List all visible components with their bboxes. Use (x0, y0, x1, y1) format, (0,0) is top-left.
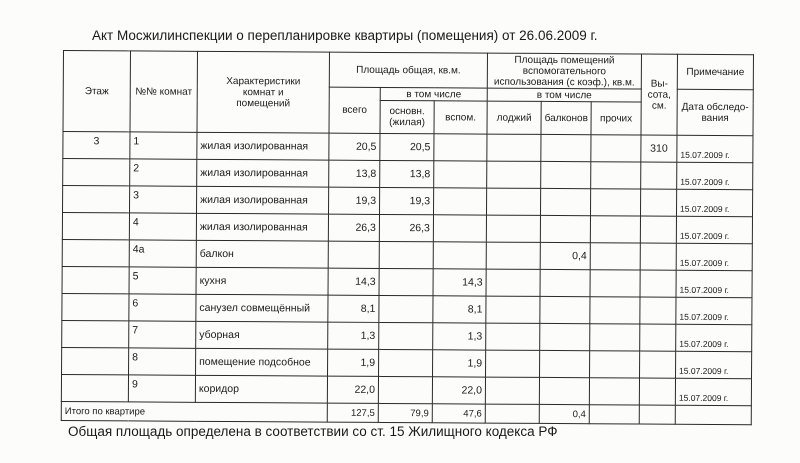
cell-date: 15.07.2009 г. (676, 351, 752, 378)
cell-balcony (539, 377, 589, 404)
table-row (62, 266, 752, 297)
cell-floor (61, 374, 128, 401)
cell-description: уборная (196, 321, 328, 349)
cell-main (379, 322, 433, 349)
cell-main: 19,3 (380, 187, 434, 214)
cell-loggia (487, 161, 541, 188)
cell-total (328, 241, 379, 268)
cell-height: 310 (641, 135, 677, 162)
cell-balcony (541, 161, 591, 188)
cell-room-number: 2 (130, 159, 197, 186)
totals-label: Итого по квартире (61, 401, 327, 422)
table-header (63, 51, 753, 136)
totals-total: 127,5 (327, 403, 378, 422)
header-aux-area: Площадь помещений вспомогательного использования (с коэф.), кв.м. (487, 53, 641, 89)
cell-date: 15.07.2009 г. (677, 162, 753, 189)
cell-main (379, 268, 433, 295)
cell-date: 15.07.2009 г. (676, 243, 752, 270)
cell-total: 19,3 (329, 187, 380, 214)
cell-other (590, 270, 640, 297)
cell-loggia (487, 188, 541, 215)
header-other: прочих (591, 102, 641, 135)
cell-other (591, 162, 641, 189)
cell-total: 1,9 (328, 349, 379, 376)
area-table (61, 50, 754, 425)
cell-balcony (541, 188, 591, 215)
cell-total: 8,1 (328, 295, 379, 322)
cell-total: 20,5 (329, 133, 380, 160)
cell-total: 14,3 (328, 268, 379, 295)
table-row (62, 239, 752, 270)
cell-floor (62, 293, 129, 320)
cell-date: 15.07.2009 г. (676, 324, 752, 351)
cell-aux: 8,1 (433, 296, 486, 323)
header-loggias: лоджий (487, 101, 541, 134)
header-inspection-date: Дата обследо-вания (677, 89, 753, 135)
cell-room-number: 1 (130, 132, 197, 159)
cell-total: 1,3 (328, 322, 379, 349)
cell-aux (434, 161, 487, 188)
cell-aux: 1,9 (433, 350, 486, 377)
cell-floor (62, 320, 129, 347)
cell-height (640, 270, 676, 297)
cell-room-number: 9 (128, 375, 195, 402)
totals-date (675, 405, 751, 424)
cell-height (641, 189, 677, 216)
totals-other (589, 405, 639, 424)
cell-floor (62, 213, 129, 240)
document-title: Акт Мосжилинспекции о перепланировке квартиры (помещения) от 26.06.2009 г. (92, 28, 598, 43)
cell-balcony (540, 269, 590, 296)
cell-date: 15.07.2009 г. (675, 378, 751, 405)
cell-aux (433, 215, 486, 242)
cell-room-number: 8 (129, 348, 196, 375)
cell-room-number: 4а (129, 240, 196, 267)
cell-description: балкон (196, 240, 328, 268)
cell-other (590, 351, 640, 378)
footer-note: Общая площадь определена в соответствии со ст. 15 Жилищного кодекса РФ (68, 424, 558, 439)
header-balconies: балконов (541, 101, 591, 134)
cell-other (591, 189, 641, 216)
table-row (63, 159, 753, 190)
cell-height (640, 243, 676, 270)
cell-room-number: 7 (129, 321, 196, 348)
header-main-living: основн. (жилая) (380, 100, 434, 133)
cell-total: 22,0 (327, 376, 378, 403)
cell-loggia (486, 269, 540, 296)
header-in-that-aux: в том числе (487, 88, 641, 102)
cell-main (379, 295, 433, 322)
cell-floor: 3 (63, 132, 130, 159)
cell-description: жилая изолированная (197, 132, 329, 160)
header-aux: вспом. (434, 101, 487, 134)
cell-description: кухня (196, 267, 328, 295)
cell-other (590, 297, 640, 324)
cell-balcony (540, 323, 590, 350)
cell-description: жилая изолированная (197, 159, 329, 187)
totals-aux: 47,6 (432, 404, 485, 423)
cell-aux: 22,0 (432, 377, 485, 404)
cell-loggia (487, 134, 541, 161)
cell-date: 15.07.2009 г. (676, 297, 752, 324)
cell-date: 15.07.2009 г. (677, 135, 753, 162)
cell-date: 15.07.2009 г. (676, 270, 752, 297)
cell-height (640, 216, 676, 243)
cell-description: санузел совмещённый (196, 294, 328, 322)
cell-other (590, 243, 640, 270)
cell-height (639, 378, 675, 405)
cell-height (640, 324, 676, 351)
cell-main (379, 241, 433, 268)
header-total: всего (329, 87, 380, 133)
cell-main: 26,3 (379, 214, 433, 241)
table-body (61, 132, 753, 425)
cell-total: 13,8 (329, 160, 380, 187)
cell-aux: 14,3 (433, 269, 486, 296)
cell-other (591, 135, 641, 162)
cell-loggia (486, 215, 540, 242)
table-row (61, 374, 751, 405)
header-in-that: в том числе (380, 87, 487, 101)
cell-aux (433, 242, 486, 269)
area-table-sheet (61, 50, 753, 426)
cell-description: жилая изолированная (197, 186, 329, 214)
cell-floor (62, 347, 129, 374)
cell-aux: 1,3 (433, 323, 486, 350)
cell-height (640, 297, 676, 324)
cell-balcony (541, 134, 591, 161)
totals-height (639, 405, 675, 424)
cell-other (590, 216, 640, 243)
header-height: Вы-сота, см. (641, 54, 677, 135)
cell-description: помещение подсобное (196, 348, 328, 376)
cell-balcony (540, 215, 590, 242)
cell-other (589, 378, 639, 405)
cell-room-number: 4 (129, 213, 196, 240)
cell-room-number: 6 (129, 294, 196, 321)
cell-floor (63, 186, 130, 213)
totals-main: 79,9 (378, 403, 432, 422)
cell-other (590, 324, 640, 351)
cell-balcony (540, 350, 590, 377)
cell-aux (434, 134, 487, 161)
cell-loggia (486, 296, 540, 323)
table-row (62, 213, 752, 244)
table-row (62, 293, 752, 324)
cell-room-number: 3 (130, 186, 197, 213)
cell-description: жилая изолированная (196, 213, 328, 241)
totals-loggia (485, 404, 539, 423)
cell-height (641, 162, 677, 189)
cell-aux (434, 188, 487, 215)
cell-floor (63, 159, 130, 186)
cell-total: 26,3 (328, 214, 379, 241)
totals-balcony: 0,4 (539, 404, 589, 423)
cell-date: 15.07.2009 г. (677, 189, 753, 216)
header-floor: Этаж (63, 51, 130, 132)
cell-room-number: 5 (129, 267, 196, 294)
cell-height (640, 351, 676, 378)
cell-date: 15.07.2009 г. (676, 216, 752, 243)
cell-loggia (485, 377, 539, 404)
cell-floor (62, 266, 129, 293)
table-row (62, 347, 752, 378)
cell-balcony: 0,4 (540, 242, 590, 269)
header-note: Примечание (677, 54, 753, 89)
cell-main: 13,8 (380, 160, 434, 187)
table-row (63, 186, 753, 217)
cell-loggia (486, 323, 540, 350)
totals-row (61, 401, 751, 424)
header-total-area: Площадь общая, кв.м. (329, 52, 487, 88)
cell-main: 20,5 (380, 133, 434, 160)
cell-main (379, 349, 433, 376)
cell-loggia (486, 242, 540, 269)
cell-loggia (486, 350, 540, 377)
cell-description: коридор (195, 375, 327, 403)
table-row (62, 320, 752, 351)
table-row (63, 132, 753, 163)
cell-floor (62, 239, 129, 266)
header-room-numbers: №№ комнат (130, 51, 197, 132)
cell-main (378, 376, 432, 403)
cell-balcony (540, 296, 590, 323)
header-characteristics: Характеристики комнат и помещений (197, 51, 329, 133)
